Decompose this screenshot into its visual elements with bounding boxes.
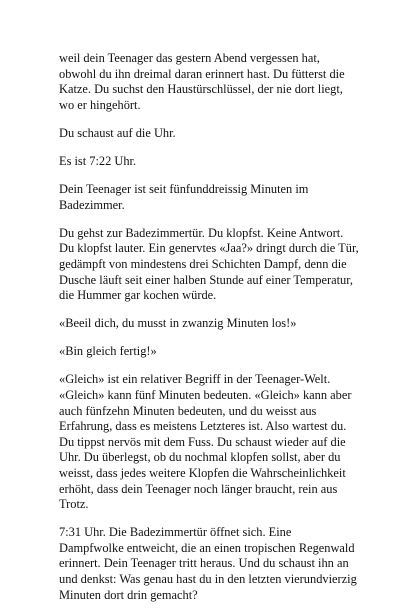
paragraph: 7:31 Uhr. Die Badezimmertür öffnet sich. Eine Dampfwolke entweicht, die an einen tropischen Regenwald erinnert. Dein Teenager tritt heraus. Und du schaust ihn an und denkst: Was genau hast du in den letzten vierundvierzig Minuten dort drin gemacht? (59, 525, 357, 602)
paragraph: «Beeil dich, du musst in zwanzig Minuten los!» (59, 316, 297, 331)
body-text (59, 51, 359, 616)
paragraph: «Bin gleich fertig!» (59, 344, 157, 359)
paragraph: weil dein Teenager das gestern Abend vergessen hat, obwohl du ihn dreimal daran erinnert hast. Du fütterst die Katze. Du suchst den Haustürschlüssel, der nie dort liegt, wo er hingehört. (59, 51, 345, 112)
paragraph: Du gehst zur Badezimmertür. Du klopfst. Keine Antwort. Du klopfst lauter. Ein genervtes «Jaa?» dringt durch die Tür, gedämpft von mindestens drei Schichten Dampf, denn die Dusche läuft seit einer halben Stunde auf einer Temperatur, die Hummer gar kochen würde. (59, 225, 359, 303)
paragraph: Es ist 7:22 Uhr. (59, 153, 137, 168)
paragraph: «Gleich» ist ein relativer Begriff in der Teenager-Welt. «Gleich» kann fünf Minuten bedeuten. «Gleich» kann aber auch fünfzehn Minuten bedeuten, und du weisst aus Erfahrung, dass es meistens Letzteres ist. Also wartest du. Du tippst nervös mit dem Fuss. Du schaust wieder auf die Uhr. Du überlegst, ob du nochmal klopfen sollst, aber du weisst, dass jedes weitere Klopfen die Wahrscheinlichkeit erhöht, dass dein Teenager noch länger braucht, rein aus Trotz. (59, 372, 352, 512)
paragraph: Du schaust auf die Uhr. (59, 125, 176, 140)
paragraph: Dein Teenager ist seit fünfunddreissig Minuten im Badezimmer. (59, 182, 309, 212)
